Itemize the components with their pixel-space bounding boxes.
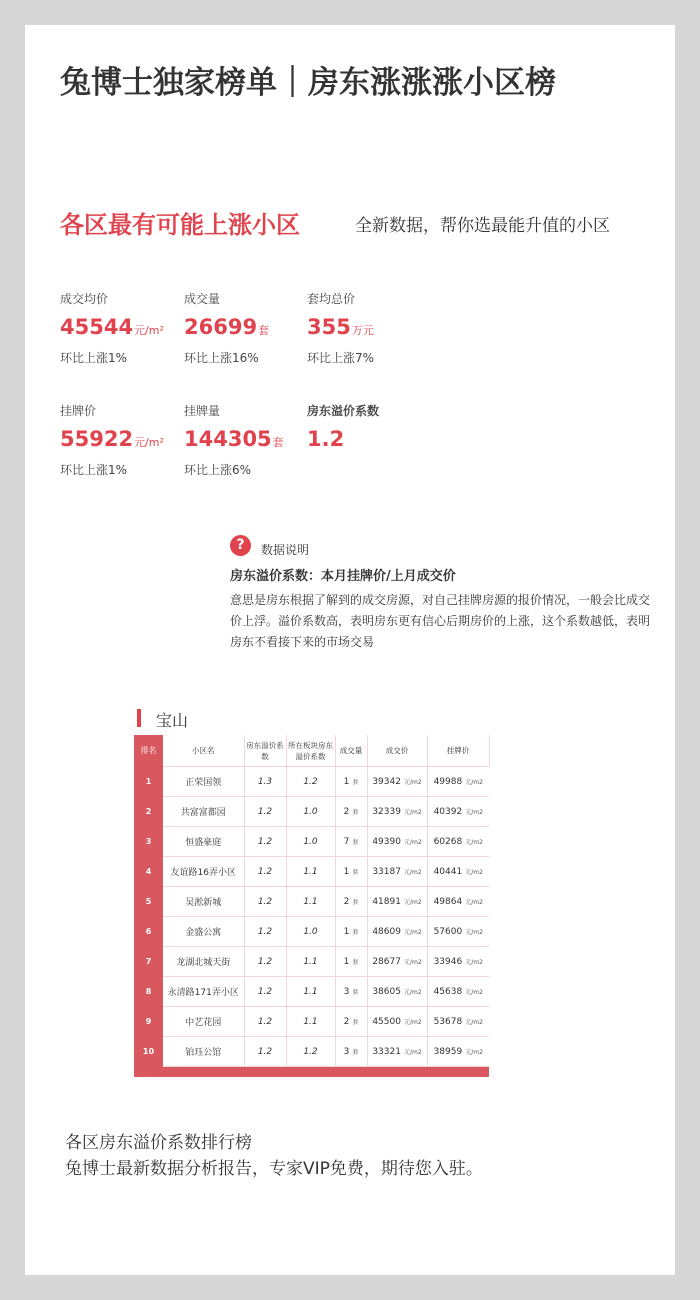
cell-volume xyxy=(335,977,367,1007)
cell-block-premium-value: 1.2 xyxy=(303,776,318,787)
cell-premium-value: 1.2 xyxy=(257,1016,273,1027)
stat-unit: 元/m² xyxy=(134,436,164,449)
unit-label: 元/m2 xyxy=(403,1048,422,1056)
table-row xyxy=(134,887,489,917)
stat-change: 环比上涨1% xyxy=(60,351,128,365)
cell-volume xyxy=(335,827,367,857)
cell-list-price-value: 57600 xyxy=(433,926,463,937)
stat-value: 144305 xyxy=(184,427,272,451)
cell-premium-value: 1.2 xyxy=(257,866,273,877)
stat-label: 成交均价 xyxy=(60,292,109,306)
stat-value: 1.2 xyxy=(307,427,345,451)
cell-deal-price-value: 32339 xyxy=(372,806,401,817)
table-row xyxy=(134,917,489,947)
header-premium: 房东溢价系数 xyxy=(244,735,286,767)
cell-list-price-value: 40441 xyxy=(433,866,463,877)
unit-label: 套 xyxy=(352,808,359,816)
header-volume: 成交量 xyxy=(335,735,367,767)
unit-label: 元/m2 xyxy=(403,868,422,876)
cell-rank-value: 4 xyxy=(145,867,152,876)
table-row xyxy=(134,1007,489,1037)
cell-rank-value: 10 xyxy=(142,1047,155,1056)
cell-rank xyxy=(134,887,163,917)
cell-premium xyxy=(244,1007,286,1037)
cell-volume-value: 7 xyxy=(343,836,350,847)
cell-block-premium-value: 1.1 xyxy=(303,986,318,997)
cell-rank xyxy=(134,857,163,887)
cell-premium xyxy=(244,947,286,977)
cell-deal-price-value: 33321 xyxy=(372,1046,401,1057)
cell-premium-value: 1.2 xyxy=(257,986,273,997)
cell-volume-value: 1 xyxy=(343,866,350,877)
cell-rank-value: 8 xyxy=(145,987,152,996)
cell-name-value: 龙湖北城天街 xyxy=(176,958,231,968)
report-card xyxy=(25,25,675,1275)
unit-label: 元/m2 xyxy=(403,838,422,846)
cell-list-price xyxy=(427,1037,489,1067)
cell-premium xyxy=(244,767,286,797)
stat-label: 房东溢价系数 xyxy=(307,404,380,418)
unit-label: 元/m2 xyxy=(465,778,483,786)
cell-block-premium xyxy=(286,977,335,1007)
cell-block-premium xyxy=(286,1007,335,1037)
cell-deal-price-value: 49390 xyxy=(372,836,401,847)
cell-list-price-value: 45638 xyxy=(433,986,463,997)
stat-change: 环比上涨16% xyxy=(184,351,259,365)
cell-deal-price xyxy=(367,887,427,917)
cell-rank xyxy=(134,767,163,797)
cell-deal-price-value: 28677 xyxy=(372,956,401,967)
cell-block-premium xyxy=(286,917,335,947)
cell-volume-value: 2 xyxy=(343,1016,350,1027)
cell-name-value: 铂珏公馆 xyxy=(185,1048,222,1058)
cell-deal-price-value: 38605 xyxy=(372,986,401,997)
cell-rank xyxy=(134,1007,163,1037)
cell-list-price xyxy=(427,887,489,917)
table-row xyxy=(134,827,489,857)
unit-label: 元/m2 xyxy=(465,808,483,816)
cell-name-value: 吴淞新城 xyxy=(185,898,222,908)
cell-list-price xyxy=(427,767,489,797)
cell-deal-price xyxy=(367,857,427,887)
unit-label: 套 xyxy=(352,958,359,966)
stat-value: 355 xyxy=(307,315,351,339)
cell-deal-price xyxy=(367,827,427,857)
cell-premium-value: 1.2 xyxy=(257,836,273,847)
table-row xyxy=(134,797,489,827)
note-title: 数据说明 xyxy=(261,543,310,557)
unit-label: 元/m2 xyxy=(465,838,483,846)
cell-block-premium-value: 1.0 xyxy=(303,926,318,937)
cell-deal-price-value: 48609 xyxy=(372,926,401,937)
cell-premium xyxy=(244,917,286,947)
cell-name-value: 正荣国领 xyxy=(185,778,222,788)
cell-deal-price xyxy=(367,1007,427,1037)
cell-list-price xyxy=(427,947,489,977)
cell-list-price-value: 49988 xyxy=(433,776,463,787)
cell-list-price xyxy=(427,1007,489,1037)
cell-name xyxy=(163,1007,244,1037)
unit-label: 套 xyxy=(352,868,359,876)
cell-name-value: 共富富都园 xyxy=(180,808,226,818)
cell-deal-price-value: 41891 xyxy=(372,896,401,907)
note-body: 意思是房东根据了解到的成交房源，对自己挂牌房源的报价情况，一般会比成交价上浮。溢价系数高，表明房东更有信心后期房价的上涨，这个系数越低，表明房东不看接下来的市场交易 xyxy=(230,593,651,649)
cell-list-price-value: 40392 xyxy=(433,806,463,817)
stat-deal-volume xyxy=(184,290,314,366)
cell-name xyxy=(163,887,244,917)
cell-rank xyxy=(134,797,163,827)
cell-list-price-value: 49864 xyxy=(433,896,463,907)
cell-premium xyxy=(244,827,286,857)
cell-name xyxy=(163,797,244,827)
footer-line-2: 兔博士最新数据分析报告，专家VIP免费，期待您入驻。 xyxy=(65,1159,483,1179)
table-row xyxy=(134,977,489,1007)
unit-label: 套 xyxy=(352,1018,359,1026)
cell-deal-price-value: 45500 xyxy=(372,1016,401,1027)
cell-premium-value: 1.3 xyxy=(257,776,273,787)
cell-rank-value: 3 xyxy=(145,837,152,846)
unit-label: 元/m2 xyxy=(465,898,483,906)
table-row xyxy=(134,857,489,887)
cell-name xyxy=(163,1037,244,1067)
cell-name xyxy=(163,857,244,887)
cell-deal-price xyxy=(367,1037,427,1067)
cell-name-value: 恒盛豪庭 xyxy=(185,838,222,848)
unit-label: 套 xyxy=(352,898,359,906)
table-row xyxy=(134,947,489,977)
unit-label: 元/m2 xyxy=(465,1018,483,1026)
stat-value: 26699 xyxy=(184,315,258,339)
footer xyxy=(65,1130,483,1182)
cell-deal-price xyxy=(367,947,427,977)
cell-list-price xyxy=(427,827,489,857)
cell-premium xyxy=(244,977,286,1007)
stat-avg-total-price xyxy=(307,290,437,366)
unit-label: 元/m2 xyxy=(465,928,483,936)
cell-block-premium-value: 1.1 xyxy=(303,956,318,967)
cell-premium xyxy=(244,797,286,827)
cell-name-value: 中艺花园 xyxy=(185,1018,222,1028)
unit-label: 元/m2 xyxy=(465,988,483,996)
cell-name xyxy=(163,947,244,977)
cell-rank-value: 5 xyxy=(145,897,152,906)
stat-label: 挂牌价 xyxy=(60,404,97,418)
cell-volume-value: 3 xyxy=(343,1046,350,1057)
cell-block-premium xyxy=(286,767,335,797)
cell-volume-value: 3 xyxy=(343,986,350,997)
stat-unit: 万元 xyxy=(351,324,374,337)
cell-name-value: 友谊路16弄小区 xyxy=(170,868,236,878)
cell-volume xyxy=(335,767,367,797)
cell-list-price-value: 60268 xyxy=(433,836,463,847)
cell-rank-value: 9 xyxy=(145,1017,152,1026)
unit-label: 元/m2 xyxy=(403,988,422,996)
cell-volume-value: 1 xyxy=(343,956,350,967)
cell-premium-value: 1.2 xyxy=(257,926,273,937)
section-headline: 各区最有可能上涨小区 xyxy=(60,211,300,239)
cell-rank-value: 1 xyxy=(145,777,152,786)
stat-change: 环比上涨7% xyxy=(307,351,375,365)
stat-premium-coefficient xyxy=(307,402,437,461)
cell-block-premium xyxy=(286,887,335,917)
cell-deal-price xyxy=(367,977,427,1007)
unit-label: 元/m2 xyxy=(465,958,483,966)
stat-label: 成交量 xyxy=(184,292,221,306)
cell-block-premium xyxy=(286,797,335,827)
cell-block-premium-value: 1.1 xyxy=(303,1016,318,1027)
cell-premium-value: 1.2 xyxy=(257,896,273,907)
unit-label: 套 xyxy=(352,988,359,996)
cell-name xyxy=(163,917,244,947)
cell-deal-price-value: 39342 xyxy=(372,776,401,787)
unit-label: 元/m2 xyxy=(403,778,422,786)
section-subtitle: 全新数据，帮你选最能升值的小区 xyxy=(355,216,610,236)
header-deal-price: 成交价 xyxy=(367,735,427,767)
header-list-price: 挂牌价 xyxy=(427,735,489,767)
stat-value: 55922 xyxy=(60,427,134,451)
cell-volume xyxy=(335,947,367,977)
stat-unit: 套 xyxy=(258,324,270,337)
cell-block-premium xyxy=(286,857,335,887)
unit-label: 元/m2 xyxy=(403,898,422,906)
cell-block-premium xyxy=(286,827,335,857)
cell-volume xyxy=(335,1037,367,1067)
stat-unit: 元/m² xyxy=(134,324,164,337)
cell-name xyxy=(163,827,244,857)
stat-change: 环比上涨6% xyxy=(184,463,252,477)
cell-rank xyxy=(134,947,163,977)
stat-value: 45544 xyxy=(60,315,134,339)
table-body xyxy=(134,767,489,1067)
note-heading: 房东溢价系数：本月挂牌价/上月成交价 xyxy=(230,569,456,584)
unit-label: 套 xyxy=(352,778,359,786)
cell-name xyxy=(163,977,244,1007)
unit-label: 元/m2 xyxy=(403,928,422,936)
cell-block-premium-value: 1.1 xyxy=(303,896,318,907)
stat-change: 环比上涨1% xyxy=(60,463,128,477)
cell-rank-value: 2 xyxy=(145,807,152,816)
stat-listing-volume xyxy=(184,402,314,478)
cell-block-premium-value: 1.0 xyxy=(303,806,318,817)
cell-list-price xyxy=(427,917,489,947)
header-block-premium: 所在板块房东溢价系数 xyxy=(286,735,335,767)
cell-deal-price xyxy=(367,797,427,827)
cell-deal-price xyxy=(367,767,427,797)
cell-premium-value: 1.2 xyxy=(257,1046,273,1057)
stat-listing-price xyxy=(60,402,190,478)
question-icon: ? xyxy=(230,535,251,556)
cell-rank xyxy=(134,917,163,947)
table-row xyxy=(134,767,489,797)
district-marker xyxy=(137,709,141,727)
cell-premium-value: 1.2 xyxy=(257,806,273,817)
cell-list-price-value: 38959 xyxy=(433,1046,463,1057)
page-title: 兔博士独家榜单｜房东涨涨涨小区榜 xyxy=(60,65,556,101)
cell-rank xyxy=(134,827,163,857)
cell-premium xyxy=(244,857,286,887)
cell-block-premium xyxy=(286,1037,335,1067)
cell-list-price xyxy=(427,797,489,827)
cell-name-value: 永清路171弄小区 xyxy=(167,988,239,998)
cell-list-price xyxy=(427,857,489,887)
unit-label: 元/m2 xyxy=(403,958,422,966)
table-row xyxy=(134,1037,489,1067)
district-name: 宝山 xyxy=(156,711,189,730)
header-name: 小区名 xyxy=(163,735,244,767)
cell-volume xyxy=(335,797,367,827)
cell-name xyxy=(163,767,244,797)
cell-list-price xyxy=(427,977,489,1007)
cell-rank-value: 6 xyxy=(145,927,152,936)
cell-block-premium-value: 1.0 xyxy=(303,836,318,847)
cell-list-price-value: 53678 xyxy=(433,1016,463,1027)
cell-deal-price-value: 33187 xyxy=(372,866,401,877)
footer-line-1: 各区房东溢价系数排行榜 xyxy=(65,1133,252,1153)
cell-rank-value: 7 xyxy=(145,957,152,966)
cell-name-value: 金盛公寓 xyxy=(185,928,222,938)
cell-block-premium-value: 1.2 xyxy=(303,1046,318,1057)
cell-volume-value: 2 xyxy=(343,806,350,817)
cell-volume xyxy=(335,1007,367,1037)
cell-volume-value: 2 xyxy=(343,896,350,907)
unit-label: 套 xyxy=(352,1048,359,1056)
unit-label: 元/m2 xyxy=(403,808,422,816)
cell-premium xyxy=(244,887,286,917)
unit-label: 套 xyxy=(352,838,359,846)
cell-volume xyxy=(335,917,367,947)
cell-deal-price xyxy=(367,917,427,947)
cell-rank xyxy=(134,977,163,1007)
stat-deal-avg-price xyxy=(60,290,190,366)
stat-unit: 套 xyxy=(272,436,284,449)
cell-volume-value: 1 xyxy=(343,776,350,787)
cell-block-premium-value: 1.1 xyxy=(303,866,318,877)
stat-label: 挂牌量 xyxy=(184,404,221,418)
unit-label: 元/m2 xyxy=(465,1048,483,1056)
table-header-row xyxy=(134,735,489,767)
cell-volume xyxy=(335,857,367,887)
cell-premium xyxy=(244,1037,286,1067)
unit-label: 元/m2 xyxy=(403,1018,422,1026)
header-rank: 排名 xyxy=(134,735,163,767)
cell-rank xyxy=(134,1037,163,1067)
stat-label: 套均总价 xyxy=(307,292,356,306)
ranking-table xyxy=(134,735,489,1077)
cell-volume xyxy=(335,887,367,917)
cell-list-price-value: 33946 xyxy=(433,956,463,967)
cell-block-premium xyxy=(286,947,335,977)
cell-premium-value: 1.2 xyxy=(257,956,273,967)
cell-volume-value: 1 xyxy=(343,926,350,937)
unit-label: 元/m2 xyxy=(465,868,483,876)
unit-label: 套 xyxy=(352,928,359,936)
